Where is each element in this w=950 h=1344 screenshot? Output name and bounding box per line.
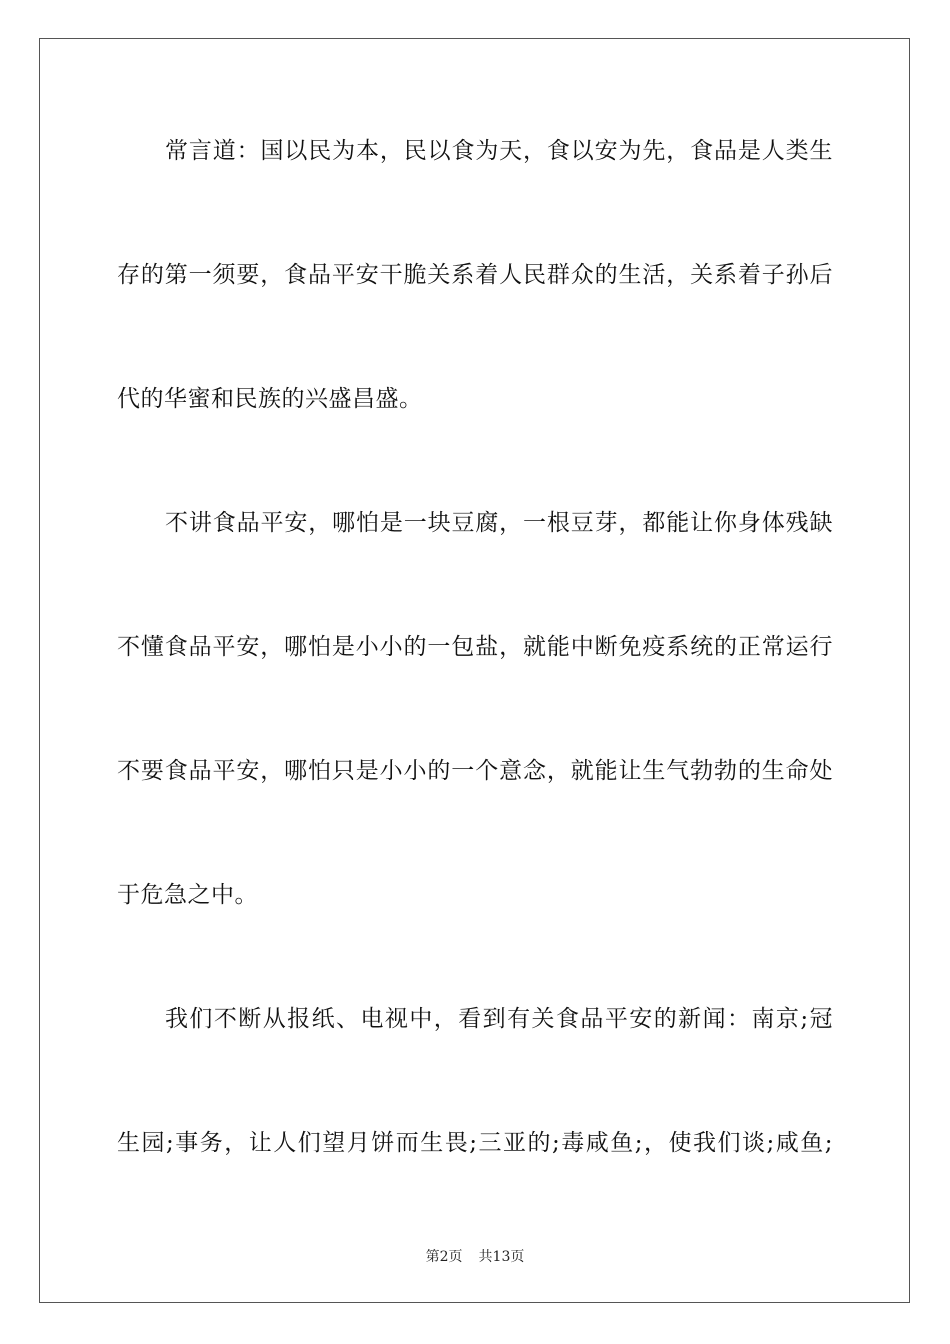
page-footer — [0, 1248, 950, 1266]
page-number: 第2页 — [425, 1249, 463, 1265]
page-frame — [39, 38, 910, 1303]
text-line: 于危急之中。 — [117, 882, 258, 908]
text-line: 常言道：国以民为本，民以食为天，食以安为先，食品是人类生 — [165, 138, 833, 164]
text-line: 代的华蜜和民族的兴盛昌盛。 — [117, 386, 423, 412]
text-line: 不讲食品平安，哪怕是一块豆腐，一根豆芽，都能让你身体残缺 — [165, 510, 833, 536]
text-line: 不要食品平安，哪怕只是小小的一个意念，就能让生气勃勃的生命处 — [117, 758, 833, 784]
text-line: 我们不断从报纸、电视中，看到有关食品平安的新闻：南京;冠 — [165, 1006, 833, 1032]
text-line: 存的第一须要，食品平安干脆关系着人民群众的生活，关系着子孙后 — [117, 262, 833, 288]
text-line: 不懂食品平安，哪怕是小小的一包盐，就能中断免疫系统的正常运行 — [117, 634, 833, 660]
text-line: 生园;事务，让人们望月饼而生畏;三亚的;毒咸鱼;，使我们谈;咸鱼; — [117, 1130, 833, 1156]
page-total: 共13页 — [478, 1249, 525, 1265]
